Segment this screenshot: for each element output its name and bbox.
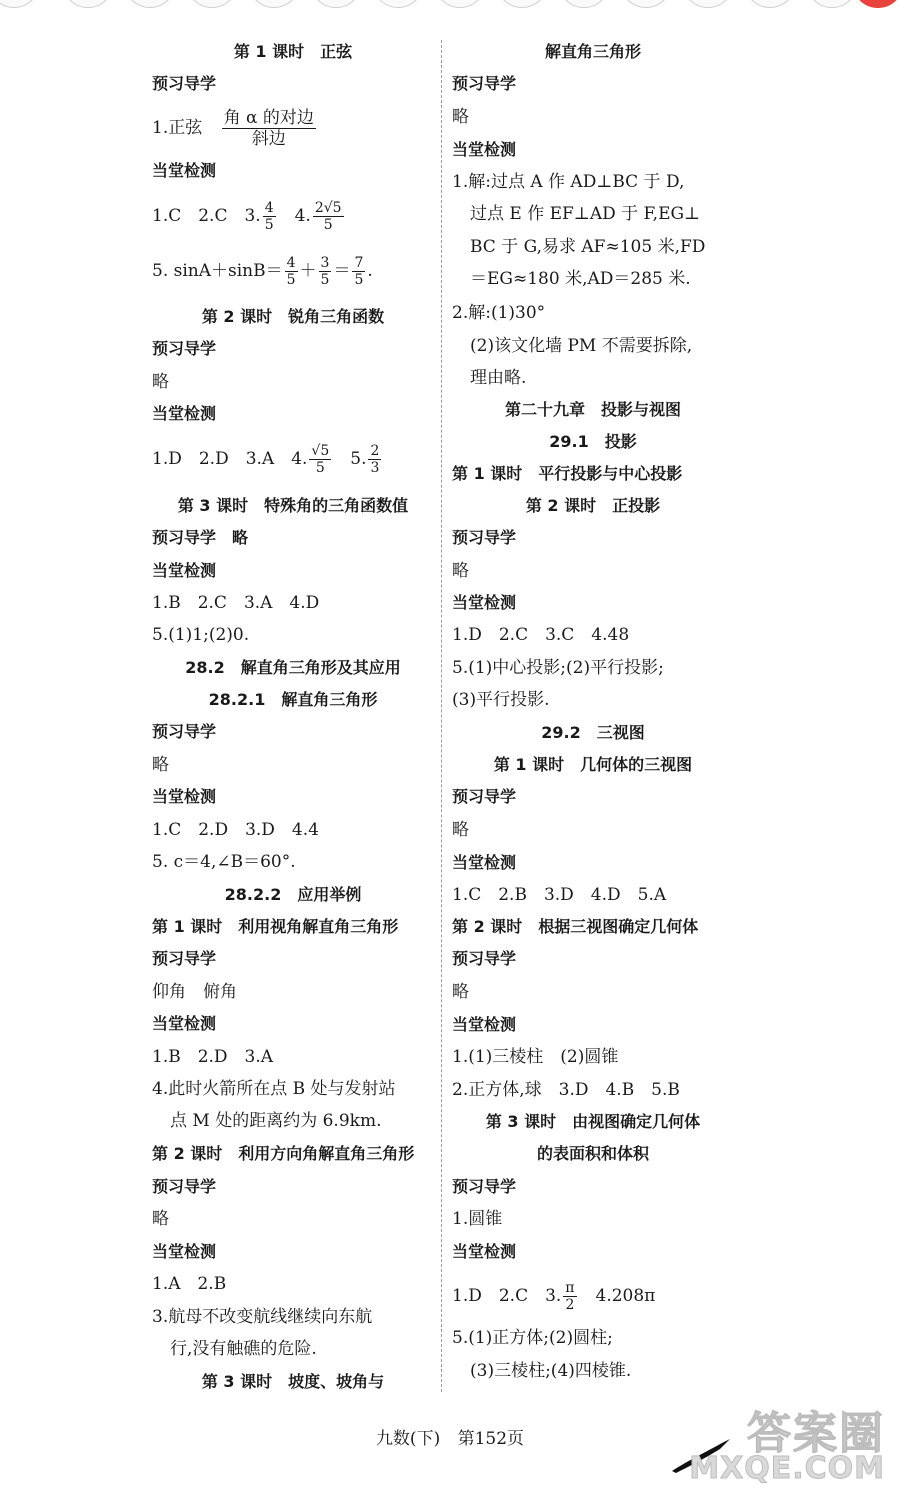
answer-line: 2.正方体,球 3.D 4.B 5.B <box>452 1080 680 1100</box>
fraction: $\frac{\pi}{2}$ <box>565 1280 575 1313</box>
answer-line: 4.此时火箭所在点 B 处与发射站 <box>152 1079 396 1099</box>
page-number: 第152页 <box>457 1429 525 1449</box>
subheading: 当堂检测 <box>452 1242 517 1261</box>
fraction: $\frac{2}{3}$ <box>370 443 380 476</box>
toolbar-circle-button[interactable] <box>434 0 486 8</box>
section-heading: 第 2 课时 锐角三角函数 <box>201 307 385 326</box>
answer-line: (3)平行投影. <box>452 690 550 710</box>
section-heading: 第 1 课时 几何体的三视图 <box>493 755 693 774</box>
answer-line: 5.(1)正方体;(2)圆柱; <box>452 1328 613 1348</box>
subheading: 当堂检测 <box>152 161 217 180</box>
fraction: $\frac{√5}{5}$ <box>311 443 330 476</box>
section-heading: 第 1 课时 利用视角解直角三角形 <box>152 917 399 936</box>
section-heading: 28.2.1 解直角三角形 <box>208 690 378 709</box>
subheading: 当堂检测 <box>152 561 217 580</box>
answer-line: 1.B 2.C 3.A 4.D <box>152 593 320 613</box>
subheading: 预习导学 <box>152 74 217 93</box>
toolbar-circle-button[interactable] <box>62 0 114 8</box>
answer-line: 1.C 2.C 3. $\frac{4}{5}$ 4. $\frac{2√5}{5}$ <box>152 200 342 233</box>
toolbar-circle-button[interactable] <box>744 0 796 8</box>
section-heading: 解直角三角形 <box>544 42 641 61</box>
book-label: 九数(下) <box>375 1429 441 1449</box>
section-heading: 29.1 投影 <box>549 432 637 451</box>
answer-line: 理由略. <box>470 368 527 388</box>
fraction: $\frac{4}{5}$ <box>286 255 296 288</box>
section-heading: 29.2 三视图 <box>541 723 645 742</box>
answer-line: 5.(1)中心投影;(2)平行投影; <box>452 658 664 678</box>
fraction: $\frac{7}{5}$ <box>354 255 364 288</box>
answer-line: 1.(1)三棱柱 (2)圆锥 <box>452 1047 619 1067</box>
subheading: 预习导学 <box>452 528 517 547</box>
answer-line: (2)该文化墙 PM 不需要拆除, <box>470 336 693 356</box>
toolbar-circle-button[interactable] <box>496 0 548 8</box>
section-heading: 的表面积和体积 <box>536 1144 649 1163</box>
answer-line: 点 M 处的距离约为 6.9km. <box>170 1111 382 1131</box>
answer-line: BC 于 G,易求 AF≈105 米,FD <box>470 237 706 257</box>
section-heading: 第 3 课时 特殊角的三角函数值 <box>177 496 409 515</box>
toolbar-circle-button[interactable] <box>806 0 858 8</box>
subheading: 预习导学 <box>452 787 517 806</box>
subheading: 当堂检测 <box>452 853 517 872</box>
toolbar-circle-button[interactable] <box>310 0 362 8</box>
section-heading: 28.2.2 应用举例 <box>224 885 362 904</box>
subheading: 预习导学 <box>152 722 217 741</box>
toolbar-circle-button[interactable] <box>682 0 734 8</box>
fraction: $\frac{4}{5}$ <box>264 200 274 233</box>
answer-line: 5. c＝4,∠B＝60°. <box>152 852 296 872</box>
answer-line: 2.解:(1)30° <box>452 303 546 323</box>
answer-line: (3)三棱柱;(4)四棱锥. <box>470 1361 632 1381</box>
answer-line: 1.D 2.D 3.A 4. $\frac{√5}{5}$ 5. $\frac{2}{3}$ <box>152 443 380 476</box>
subheading: 预习导学 <box>152 339 217 358</box>
subheading: 当堂检测 <box>452 140 517 159</box>
chapter-heading: 第二十九章 投影与视图 <box>504 400 681 419</box>
answer-line: 1.解:过点 A 作 AD⊥BC 于 D, <box>452 172 685 192</box>
answer-line: 略 <box>452 820 469 840</box>
answer-line: 5. sinA＋sinB＝ $\frac{4}{5}$ ＋ $\frac{3}{5}$ ＝ $\frac{7}{5}$ . <box>152 255 373 288</box>
subheading: 预习导学 <box>452 949 517 968</box>
section-heading: 28.2 解直角三角形及其应用 <box>185 658 401 677</box>
answer-line: 1.A 2.B <box>152 1274 227 1294</box>
subheading: 预习导学 <box>152 949 217 968</box>
column-divider <box>441 40 442 1392</box>
toolbar-circle-button[interactable] <box>620 0 672 8</box>
subheading: 预习导学 <box>452 74 517 93</box>
fraction: $\frac{\text{角 α 的对边}}{\text{斜边}}$ <box>223 108 314 149</box>
answer-line: 略 <box>452 561 469 581</box>
section-heading: 第 2 课时 利用方向角解直角三角形 <box>152 1144 415 1163</box>
answer-line: 略 <box>152 755 169 775</box>
toolbar-circle-button[interactable] <box>248 0 300 8</box>
subheading: 当堂检测 <box>152 787 217 806</box>
section-heading: 第 3 课时 由视图确定几何体 <box>485 1112 701 1131</box>
answer-line: 略 <box>452 982 469 1002</box>
answer-line: 1.圆锥 <box>452 1209 503 1229</box>
answer-line: 5.(1)1;(2)0. <box>152 625 250 645</box>
answer-line: 行,没有触礁的危险. <box>170 1339 317 1359</box>
subheading: 当堂检测 <box>152 1242 217 1261</box>
toolbar-circle-button[interactable] <box>372 0 424 8</box>
toolbar-circle-button[interactable] <box>186 0 238 8</box>
answer-line: 1.D 2.C 3. $\frac{\pi}{2}$ 4.208π <box>452 1280 656 1313</box>
toolbar-circle-button[interactable] <box>0 0 40 8</box>
watermark-logo: 答案圈 MXQE.COM <box>670 1395 895 1490</box>
answer-line: 3.航母不改变航线继续向东航 <box>152 1307 373 1327</box>
toolbar-record-button[interactable] <box>852 0 900 8</box>
section-heading: 第 3 课时 坡度、坡角与 <box>201 1372 385 1391</box>
subheading: 预习导学 <box>152 1177 217 1196</box>
subheading: 预习导学 <box>452 1177 517 1196</box>
subheading: 当堂检测 <box>152 1014 217 1033</box>
subheading: 当堂检测 <box>152 404 217 423</box>
subheading: 当堂检测 <box>452 1015 517 1034</box>
toolbar-circle-button[interactable] <box>558 0 610 8</box>
toolbar-circle-button[interactable] <box>124 0 176 8</box>
section-heading: 第 1 课时 正弦 <box>233 42 353 61</box>
fraction: $\frac{2√5}{5}$ <box>314 200 342 233</box>
section-heading: 第 2 课时 正投影 <box>525 496 661 515</box>
answer-line: 1.C 2.D 3.D 4.4 <box>152 820 319 840</box>
answer-line: 1.B 2.D 3.A <box>152 1047 274 1067</box>
subheading: 当堂检测 <box>452 593 517 612</box>
section-heading: 第 2 课时 根据三视图确定几何体 <box>452 917 699 936</box>
answer-line: 略 <box>152 1209 169 1229</box>
fraction: $\frac{3}{5}$ <box>320 255 330 288</box>
section-heading: 第 1 课时 平行投影与中心投影 <box>452 464 683 483</box>
answer-line: 1.C 2.B 3.D 4.D 5.A <box>452 885 667 905</box>
answer-line: 略 <box>152 372 169 392</box>
answer-line: 略 <box>452 107 469 127</box>
answer-line: 过点 E 作 EF⊥AD 于 F,EG⊥ <box>470 204 701 224</box>
answer-line: ＝EG≈180 米,AD＝285 米. <box>470 269 691 289</box>
answer-line: 1.D 2.C 3.C 4.48 <box>452 625 630 645</box>
answer-line: 仰角 俯角 <box>152 982 237 1002</box>
answer-line: 1.正弦 $\frac{\text{角 α 的对边}}{\text{斜边}}$ <box>152 108 314 149</box>
top-toolbar-strip <box>0 0 900 10</box>
subheading: 预习导学 略 <box>152 528 249 547</box>
